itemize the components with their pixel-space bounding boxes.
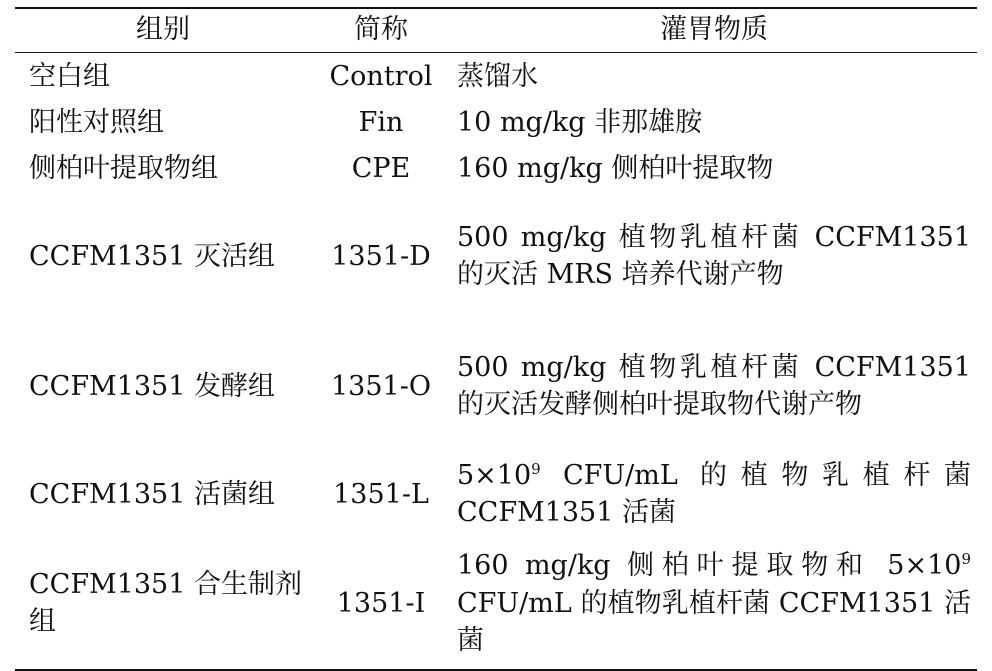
- table-row: [15, 145, 977, 191]
- group-cell: 侧柏叶提取物组: [29, 152, 218, 184]
- substance-text-post: CFU/mL 的植物乳植杆菌 CCFM1351 活菌: [457, 460, 971, 529]
- group-cell: 空白组: [29, 60, 110, 92]
- abbr-cell: CPE: [351, 152, 411, 184]
- abbr-cell: Control: [329, 60, 433, 92]
- substance-cell: 10 mg/kg 非那雄胺: [457, 106, 703, 138]
- exponent: 9: [961, 550, 971, 569]
- group-cell: CCFM1351 灭活组: [29, 240, 275, 272]
- groups-table-body: [15, 53, 977, 669]
- abbr-cell: 1351-I: [336, 587, 426, 619]
- substance-text-pre: 5×10: [457, 460, 532, 491]
- substance-cell: [457, 457, 971, 532]
- abbr-cell: 1351-O: [331, 370, 431, 402]
- substance-cell: 蒸馏水: [457, 60, 538, 92]
- abbr-cell: Fin: [358, 106, 404, 138]
- abbr-cell: 1351-L: [333, 478, 429, 510]
- substance-text-pre: 160 mg/kg 侧柏叶提取物和 5×10: [457, 550, 962, 582]
- groups-table: [15, 9, 977, 52]
- substance-cell: 500 mg/kg 植物乳植杆菌 CCFM1351 的灭活发酵侧柏叶提取物代谢产物: [457, 352, 971, 421]
- header-substance: 灌胃物质: [660, 14, 768, 45]
- group-cell: CCFM1351 活菌组: [29, 478, 275, 510]
- table-row: [15, 321, 977, 451]
- header-group: 组别: [136, 14, 190, 45]
- table-row: [15, 537, 977, 669]
- substance-text-post: CFU/mL 的植物乳植杆菌 CCFM1351 活菌: [457, 587, 971, 656]
- substance-cell: 500 mg/kg 植物乳植杆菌 CCFM1351 的灭活 MRS 培养代谢产物: [457, 222, 971, 291]
- table-row: [15, 191, 977, 321]
- table-row: [15, 451, 977, 537]
- substance-cell: 160 mg/kg 侧柏叶提取物: [457, 152, 774, 184]
- header-abbr: 简称: [354, 14, 408, 45]
- treatment-groups-table: [15, 7, 977, 671]
- abbr-cell: 1351-D: [331, 240, 431, 272]
- table-row: [15, 53, 977, 99]
- group-cell: 阳性对照组: [29, 106, 164, 138]
- substance-cell: [457, 547, 971, 659]
- group-cell: CCFM1351 合生制剂组: [29, 569, 302, 638]
- exponent: 9: [531, 460, 541, 478]
- group-cell: CCFM1351 发酵组: [29, 370, 275, 402]
- header-row: [15, 9, 977, 52]
- table-row: [15, 99, 977, 145]
